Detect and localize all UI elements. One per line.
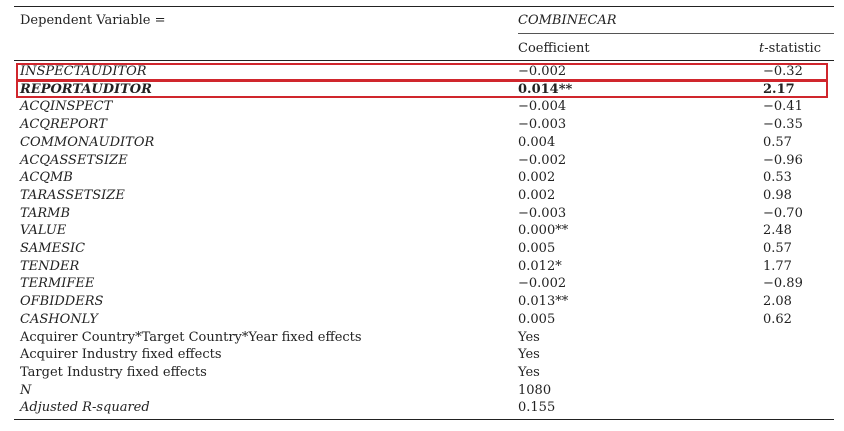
row-variable-name: CASHONLY [20, 311, 98, 327]
row-variable-name: TENDER [20, 258, 80, 274]
row-variable-name: TARASSETSIZE [20, 187, 125, 203]
row-tstat: 0.53 [763, 170, 792, 186]
row-tstat: −0.96 [763, 152, 803, 168]
row-tstat: −0.89 [763, 276, 803, 292]
row-coefficient: −0.002 [518, 276, 567, 292]
row-variable-name: Acquirer Country*Target Country*Year fixed effects [20, 329, 362, 345]
top-rule [14, 6, 834, 7]
row-coefficient: 0.014** [518, 81, 573, 97]
row-variable-name: VALUE [20, 223, 67, 239]
row-tstat: 0.57 [763, 134, 792, 150]
row-variable-name: TERMIFEE [20, 276, 95, 292]
bottom-rule [14, 419, 834, 420]
row-tstat: 2.17 [763, 81, 795, 97]
row-coefficient: 0.013** [518, 294, 569, 310]
row-coefficient: Yes [518, 347, 540, 363]
row-variable-name: N [20, 382, 32, 398]
row-coefficient: −0.002 [518, 64, 567, 79]
row-tstat: −0.41 [763, 99, 803, 115]
col-header-coefficient: Coefficient [518, 41, 590, 56]
row-variable-name: REPORTAUDITOR [20, 81, 152, 97]
row-variable-name: ACQMB [20, 170, 73, 186]
row-tstat: 0.62 [763, 311, 792, 327]
row-tstat: 0.57 [763, 241, 792, 256]
row-variable-name: SAMESIC [20, 241, 86, 256]
dependent-variable-value: COMBINECAR [518, 13, 617, 28]
row-tstat: 2.08 [763, 294, 792, 310]
row-variable-name: ACQASSETSIZE [20, 152, 128, 168]
row-tstat: −0.35 [763, 117, 803, 133]
row-coefficient: 0.005 [518, 311, 556, 327]
row-variable-name: COMMONAUDITOR [20, 134, 155, 150]
row-coefficient: 0.012* [518, 258, 562, 274]
row-coefficient: −0.004 [518, 99, 567, 115]
row-tstat: −0.70 [763, 205, 803, 221]
row-variable-name: OFBIDDERS [20, 294, 104, 310]
row-coefficient: −0.003 [518, 117, 567, 133]
row-variable-name: ACQINSPECT [20, 99, 113, 115]
row-variable-name: Acquirer Industry fixed effects [20, 347, 222, 363]
row-variable-name: Adjusted R-squared [20, 400, 150, 416]
col-header-tstat [759, 40, 821, 57]
row-coefficient: −0.003 [518, 205, 567, 221]
col-header-tstat-italic: t [759, 41, 765, 56]
row-coefficient: 1080 [518, 382, 552, 398]
dependent-variable-label: Dependent Variable = [20, 13, 166, 28]
spanner-rule [518, 33, 834, 34]
row-coefficient: Yes [518, 364, 540, 380]
highlight-box-inspectauditor [16, 63, 828, 81]
row-variable-name: INSPECTAUDITOR [20, 64, 147, 79]
row-variable-name: TARMB [20, 205, 71, 221]
row-tstat: 0.98 [763, 187, 792, 203]
row-coefficient: 0.155 [518, 400, 556, 416]
row-tstat: −0.32 [763, 64, 803, 79]
row-coefficient: Yes [518, 329, 540, 345]
row-coefficient: −0.002 [518, 152, 567, 168]
row-variable-name: ACQREPORT [20, 117, 107, 133]
row-coefficient: 0.002 [518, 187, 556, 203]
row-tstat: 1.77 [763, 258, 792, 274]
highlight-box-reportauditor [16, 80, 828, 98]
row-tstat: 2.48 [763, 223, 792, 239]
row-coefficient: 0.002 [518, 170, 556, 186]
row-coefficient: 0.000** [518, 223, 569, 239]
row-coefficient: 0.004 [518, 134, 556, 150]
header-rule [14, 60, 834, 61]
row-variable-name: Target Industry fixed effects [20, 364, 207, 380]
col-header-tstat-rest: -statistic [764, 41, 821, 56]
row-coefficient: 0.005 [518, 241, 556, 256]
